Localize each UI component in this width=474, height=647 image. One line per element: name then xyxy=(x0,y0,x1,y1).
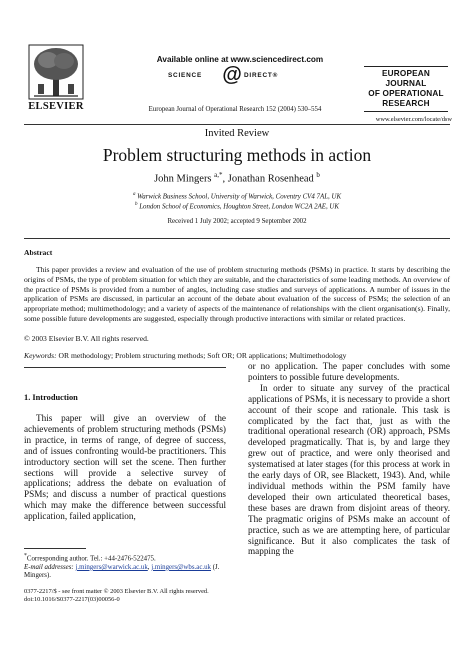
abstract-body xyxy=(24,265,450,324)
affiliation-mark: b xyxy=(134,202,138,207)
abstract-divider-bottom xyxy=(24,367,226,368)
email-separator: , xyxy=(147,563,152,571)
article-type: Invited Review xyxy=(204,128,270,139)
body-paragraph: This paper will give an overview of the achievements of problem structuring methods (PSMs) in practice, in terms of range, of degree of success, and of issues confronting would-be practitioners. This introductory section will set the scene. Then further sections will provide a selective survey of applications; address the debate on evaluation of PSMs; and discuss a number of practical questions which may make the difference between successful application, failed application, xyxy=(24,413,226,522)
journal-url: www.elsevier.com/locate/dsw xyxy=(375,116,452,123)
journal-title-line: EUROPEAN xyxy=(381,69,430,78)
keywords-label: Keywords: xyxy=(24,351,57,360)
keywords-list: OR methodology; Problem structuring methods; Soft OR; OR applications; Multimethodology xyxy=(56,351,347,360)
received-dates: Received 1 July 2002; accepted 9 September 2002 xyxy=(167,218,307,225)
body-paragraph: In order to situate any survey of the practical applications of PSMs, it is necessary to provide a short account of their scope and rationale. This task is complicated by the fact that, just as with the traditional operational research (OR) approach, PSMs developed pragmatically. That is, by and large they grew out of practice, and were only theorised and systematised at later stages (for this process at work in the early days of OR, see Blackett, 1943). And, while individual methods within the PSM family have developed their own articulated theoretical bases, these bases are drawn from disjoint areas of theory. The pragmatic origins of PSMs make an account of practice, such as we are attempting here, of particular significance. But it also complicates the task of mapping the xyxy=(248,382,450,557)
publisher-name: ELSEVIER xyxy=(28,101,84,112)
footnote-text: Corresponding author. Tel.: +44-2476-522475. xyxy=(26,555,156,563)
email-link[interactable]: j.mingers@warwick.ac.uk xyxy=(75,563,148,571)
footnote-corresponding xyxy=(24,552,226,564)
section-heading: 1. Introduction xyxy=(24,393,78,402)
sd-right-text: DIRECT® xyxy=(244,72,279,79)
abstract-copyright: © 2003 Elsevier B.V. All rights reserved. xyxy=(24,334,149,343)
sd-left-text: SCIENCE xyxy=(168,72,203,79)
elsevier-tree-logo xyxy=(28,44,84,100)
keywords-line xyxy=(24,351,346,360)
email-owner: (J. Mingers). xyxy=(24,563,220,580)
abstract-text: This paper provides a review and evaluation of the use of problem structuring methods (PSMs) in practice. It starts by describing the origins of PSMs, the type of problem situation for which they are suitable, and the characteristics of some leading methods. An overview of the practice of PSMs is provided from a number of angles, including case studies and surveys of applications. A number of issues in the application of PSMs are discussed, in particular an account of the debate about evaluation of the success of PSMs; the selection of an appropriate method; multimethodology; and a variety of aspects of the maintenance of relationships with the client organisation(s). Finally, some possible future developments are suggested, especially through productive interactions with similar or related practices. xyxy=(24,265,450,323)
email-link[interactable]: j.mingers@wbs.ac.uk xyxy=(151,563,211,571)
affiliation-a xyxy=(0,192,474,200)
body-paragraph: or no application. The paper concludes with some pointers to possible future developments. xyxy=(248,361,450,382)
affiliation-mark: a xyxy=(132,192,136,197)
journal-title-line: RESEARCH xyxy=(382,99,430,108)
author-name: John Mingers xyxy=(154,173,212,185)
author-name: Jonathan Rosenhead xyxy=(227,173,314,185)
author-mark: a,* xyxy=(214,171,223,179)
available-online-text: Available online at www.sciencedirect.com xyxy=(156,55,324,64)
header-divider xyxy=(24,124,450,125)
journal-title-box xyxy=(364,66,448,112)
affiliation-b xyxy=(0,202,474,210)
left-column xyxy=(24,413,226,522)
email-label: E-mail addresses: xyxy=(24,563,74,571)
author-mark: b xyxy=(316,171,320,179)
footnote-mark: * xyxy=(24,553,27,559)
footnote-rule xyxy=(24,548,86,549)
author-line xyxy=(0,171,474,185)
footnote-emails xyxy=(24,564,226,581)
footnote xyxy=(24,552,226,581)
sd-at-symbol: @ xyxy=(222,64,242,86)
author-separator: , xyxy=(222,173,228,185)
abstract-heading: Abstract xyxy=(24,248,53,257)
issn-line: 0377-2217/$ - see front matter © 2003 Elsevier B.V. All rights reserved. xyxy=(24,588,209,595)
publication-info xyxy=(24,588,209,604)
journal-title-line: JOURNAL xyxy=(385,79,427,88)
affiliation-text: Warwick Business School, University of Warwick, Coventry CV4 7AL, UK xyxy=(135,193,342,201)
affiliation-text: London School of Economics, Houghton Street, London WC2A 2AE, UK xyxy=(137,203,340,211)
doi-line: doi:10.1016/S0377-2217(03)00056-0 xyxy=(24,596,120,603)
sciencedirect-logo xyxy=(168,66,312,86)
right-column xyxy=(248,361,450,557)
abstract-divider-top xyxy=(24,238,450,239)
journal-reference: European Journal of Operational Research 152 (2004) 530–554 xyxy=(148,106,322,113)
article-title: Problem structuring methods in action xyxy=(102,145,372,165)
journal-title-line: OF OPERATIONAL xyxy=(368,89,444,98)
